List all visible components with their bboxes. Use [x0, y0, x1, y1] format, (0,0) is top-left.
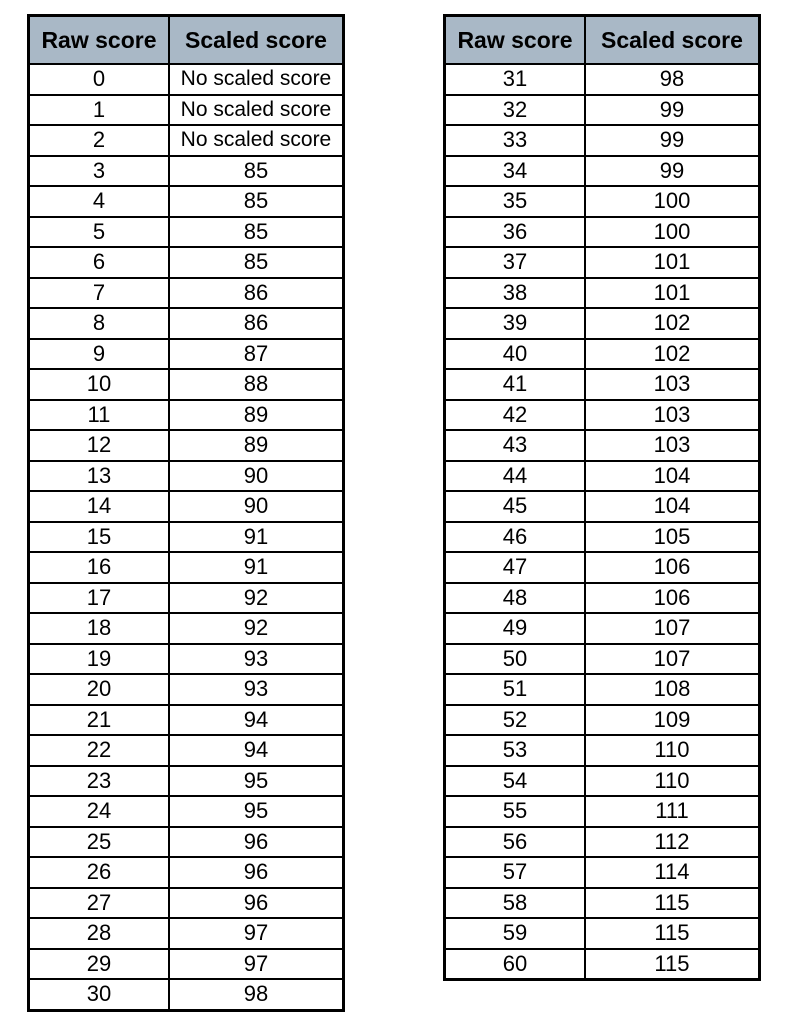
table-row — [29, 827, 344, 858]
scaled-score-cell: 104 — [585, 491, 760, 522]
raw-score-cell: 29 — [29, 949, 169, 980]
score-conversion-table-left — [27, 14, 345, 1012]
table-row — [29, 613, 344, 644]
raw-score-cell: 5 — [29, 217, 169, 248]
scaled-score-cell: 90 — [169, 461, 344, 492]
table-row — [29, 430, 344, 461]
raw-score-cell: 59 — [445, 918, 585, 949]
scaled-score-header: Scaled score — [169, 16, 344, 65]
scaled-score-cell: 103 — [585, 430, 760, 461]
table-row — [29, 918, 344, 949]
raw-score-cell: 50 — [445, 644, 585, 675]
scaled-score-cell: 103 — [585, 369, 760, 400]
table-row — [445, 857, 760, 888]
table-row — [29, 64, 344, 95]
raw-score-cell: 10 — [29, 369, 169, 400]
table-row — [445, 674, 760, 705]
raw-score-cell: 60 — [445, 949, 585, 980]
raw-score-cell: 49 — [445, 613, 585, 644]
scaled-score-cell: No scaled score — [169, 64, 344, 95]
scaled-score-cell: 100 — [585, 186, 760, 217]
table-row — [29, 186, 344, 217]
table-row — [29, 674, 344, 705]
scaled-score-cell: 95 — [169, 796, 344, 827]
table-row — [29, 583, 344, 614]
table-row — [445, 461, 760, 492]
table-row — [445, 827, 760, 858]
raw-score-cell: 6 — [29, 247, 169, 278]
table-row — [29, 461, 344, 492]
scaled-score-cell: 110 — [585, 766, 760, 797]
raw-score-cell: 4 — [29, 186, 169, 217]
table-row — [445, 308, 760, 339]
raw-score-cell: 2 — [29, 125, 169, 156]
raw-score-cell: 22 — [29, 735, 169, 766]
scaled-score-cell: 103 — [585, 400, 760, 431]
table-row — [29, 552, 344, 583]
table-row — [29, 278, 344, 309]
table-row — [445, 613, 760, 644]
raw-score-cell: 44 — [445, 461, 585, 492]
raw-score-cell: 23 — [29, 766, 169, 797]
scaled-score-cell: 99 — [585, 125, 760, 156]
table-row — [29, 369, 344, 400]
table-row — [445, 186, 760, 217]
table-row — [445, 735, 760, 766]
raw-score-cell: 15 — [29, 522, 169, 553]
table-row — [29, 308, 344, 339]
raw-score-cell: 47 — [445, 552, 585, 583]
table-row — [445, 217, 760, 248]
raw-score-cell: 32 — [445, 95, 585, 126]
raw-score-cell: 35 — [445, 186, 585, 217]
raw-score-cell: 56 — [445, 827, 585, 858]
scaled-score-cell: 86 — [169, 278, 344, 309]
raw-score-cell: 9 — [29, 339, 169, 370]
table-row — [29, 217, 344, 248]
header-row — [29, 16, 344, 65]
table-row — [445, 552, 760, 583]
table-row — [29, 522, 344, 553]
scaled-score-cell: No scaled score — [169, 125, 344, 156]
scaled-score-cell: 98 — [169, 979, 344, 1010]
scaled-score-cell: 97 — [169, 949, 344, 980]
table-row — [29, 95, 344, 126]
raw-score-cell: 14 — [29, 491, 169, 522]
scaled-score-cell: 85 — [169, 217, 344, 248]
raw-score-cell: 38 — [445, 278, 585, 309]
scaled-score-cell: 98 — [585, 64, 760, 95]
raw-score-cell: 1 — [29, 95, 169, 126]
table-row — [445, 949, 760, 980]
table-row — [445, 156, 760, 187]
scaled-score-cell: 101 — [585, 278, 760, 309]
scaled-score-cell: 91 — [169, 522, 344, 553]
scaled-score-cell: 93 — [169, 644, 344, 675]
table-body — [445, 64, 760, 980]
scaled-score-cell: 100 — [585, 217, 760, 248]
scaled-score-cell: 85 — [169, 186, 344, 217]
table-row — [445, 125, 760, 156]
raw-score-cell: 55 — [445, 796, 585, 827]
raw-score-cell: 54 — [445, 766, 585, 797]
raw-score-cell: 19 — [29, 644, 169, 675]
scaled-score-cell: 99 — [585, 156, 760, 187]
scaled-score-cell: 88 — [169, 369, 344, 400]
scaled-score-cell: 92 — [169, 583, 344, 614]
table-row — [445, 644, 760, 675]
raw-score-cell: 45 — [445, 491, 585, 522]
raw-score-cell: 25 — [29, 827, 169, 858]
table-row — [445, 583, 760, 614]
table-row — [29, 644, 344, 675]
scaled-score-cell: 114 — [585, 857, 760, 888]
table-row — [445, 369, 760, 400]
header-row — [445, 16, 760, 65]
scaled-score-cell: 108 — [585, 674, 760, 705]
table-row — [29, 491, 344, 522]
table-row — [29, 705, 344, 736]
raw-score-cell: 24 — [29, 796, 169, 827]
raw-score-cell: 30 — [29, 979, 169, 1010]
raw-score-cell: 16 — [29, 552, 169, 583]
scaled-score-cell: 95 — [169, 766, 344, 797]
raw-score-cell: 11 — [29, 400, 169, 431]
table-row — [445, 918, 760, 949]
scaled-score-cell: 115 — [585, 888, 760, 919]
scaled-score-cell: 97 — [169, 918, 344, 949]
scaled-score-cell: 90 — [169, 491, 344, 522]
scaled-score-cell: 86 — [169, 308, 344, 339]
table-row — [445, 766, 760, 797]
scaled-score-cell: 115 — [585, 918, 760, 949]
scaled-score-cell: 104 — [585, 461, 760, 492]
raw-score-cell: 7 — [29, 278, 169, 309]
raw-score-cell: 40 — [445, 339, 585, 370]
scaled-score-cell: 112 — [585, 827, 760, 858]
scaled-score-cell: 89 — [169, 430, 344, 461]
scaled-score-cell: 99 — [585, 95, 760, 126]
raw-score-header: Raw score — [445, 16, 585, 65]
raw-score-cell: 26 — [29, 857, 169, 888]
raw-score-cell: 37 — [445, 247, 585, 278]
table-row — [29, 979, 344, 1010]
scaled-score-cell: 96 — [169, 857, 344, 888]
raw-score-cell: 36 — [445, 217, 585, 248]
table-row — [445, 522, 760, 553]
raw-score-cell: 33 — [445, 125, 585, 156]
scaled-score-cell: 96 — [169, 827, 344, 858]
table-row — [29, 339, 344, 370]
raw-score-cell: 53 — [445, 735, 585, 766]
table-body — [29, 64, 344, 1010]
scaled-score-cell: 111 — [585, 796, 760, 827]
table-row — [29, 949, 344, 980]
raw-score-cell: 52 — [445, 705, 585, 736]
table-row — [29, 766, 344, 797]
scaled-score-cell: 93 — [169, 674, 344, 705]
table-row — [29, 735, 344, 766]
raw-score-cell: 12 — [29, 430, 169, 461]
raw-score-cell: 13 — [29, 461, 169, 492]
scaled-score-cell: 107 — [585, 644, 760, 675]
scaled-score-cell: 91 — [169, 552, 344, 583]
score-conversion-table-right — [443, 14, 761, 981]
table-row — [29, 156, 344, 187]
scaled-score-cell: 92 — [169, 613, 344, 644]
table-row — [29, 125, 344, 156]
scaled-score-cell: 106 — [585, 552, 760, 583]
scaled-score-cell: No scaled score — [169, 95, 344, 126]
scaled-score-cell: 89 — [169, 400, 344, 431]
scaled-score-header: Scaled score — [585, 16, 760, 65]
raw-score-cell: 42 — [445, 400, 585, 431]
table-row — [29, 857, 344, 888]
raw-score-cell: 27 — [29, 888, 169, 919]
scaled-score-cell: 105 — [585, 522, 760, 553]
table-row — [29, 247, 344, 278]
scaled-score-cell: 102 — [585, 308, 760, 339]
raw-score-cell: 8 — [29, 308, 169, 339]
scaled-score-cell: 85 — [169, 156, 344, 187]
raw-score-cell: 20 — [29, 674, 169, 705]
table-row — [445, 430, 760, 461]
table-row — [29, 888, 344, 919]
raw-score-cell: 31 — [445, 64, 585, 95]
raw-score-cell: 39 — [445, 308, 585, 339]
table-row — [445, 339, 760, 370]
table-row — [445, 491, 760, 522]
raw-score-cell: 51 — [445, 674, 585, 705]
scaled-score-cell: 85 — [169, 247, 344, 278]
table-row — [29, 400, 344, 431]
raw-score-cell: 0 — [29, 64, 169, 95]
table-row — [445, 278, 760, 309]
scaled-score-cell: 102 — [585, 339, 760, 370]
scaled-score-cell: 94 — [169, 735, 344, 766]
table-row — [29, 796, 344, 827]
table-row — [445, 796, 760, 827]
raw-score-header: Raw score — [29, 16, 169, 65]
scaled-score-cell: 101 — [585, 247, 760, 278]
raw-score-cell: 18 — [29, 613, 169, 644]
table-row — [445, 95, 760, 126]
raw-score-cell: 58 — [445, 888, 585, 919]
raw-score-cell: 57 — [445, 857, 585, 888]
raw-score-cell: 41 — [445, 369, 585, 400]
scaled-score-cell: 94 — [169, 705, 344, 736]
scaled-score-cell: 87 — [169, 339, 344, 370]
raw-score-cell: 46 — [445, 522, 585, 553]
raw-score-cell: 3 — [29, 156, 169, 187]
table-row — [445, 888, 760, 919]
scaled-score-cell: 96 — [169, 888, 344, 919]
raw-score-cell: 21 — [29, 705, 169, 736]
scaled-score-cell: 110 — [585, 735, 760, 766]
table-row — [445, 400, 760, 431]
scaled-score-cell: 106 — [585, 583, 760, 614]
raw-score-cell: 28 — [29, 918, 169, 949]
scaled-score-cell: 107 — [585, 613, 760, 644]
raw-score-cell: 34 — [445, 156, 585, 187]
table-row — [445, 705, 760, 736]
scaled-score-cell: 109 — [585, 705, 760, 736]
table-row — [445, 247, 760, 278]
raw-score-cell: 48 — [445, 583, 585, 614]
scaled-score-cell: 115 — [585, 949, 760, 980]
raw-score-cell: 17 — [29, 583, 169, 614]
raw-score-cell: 43 — [445, 430, 585, 461]
table-row — [445, 64, 760, 95]
